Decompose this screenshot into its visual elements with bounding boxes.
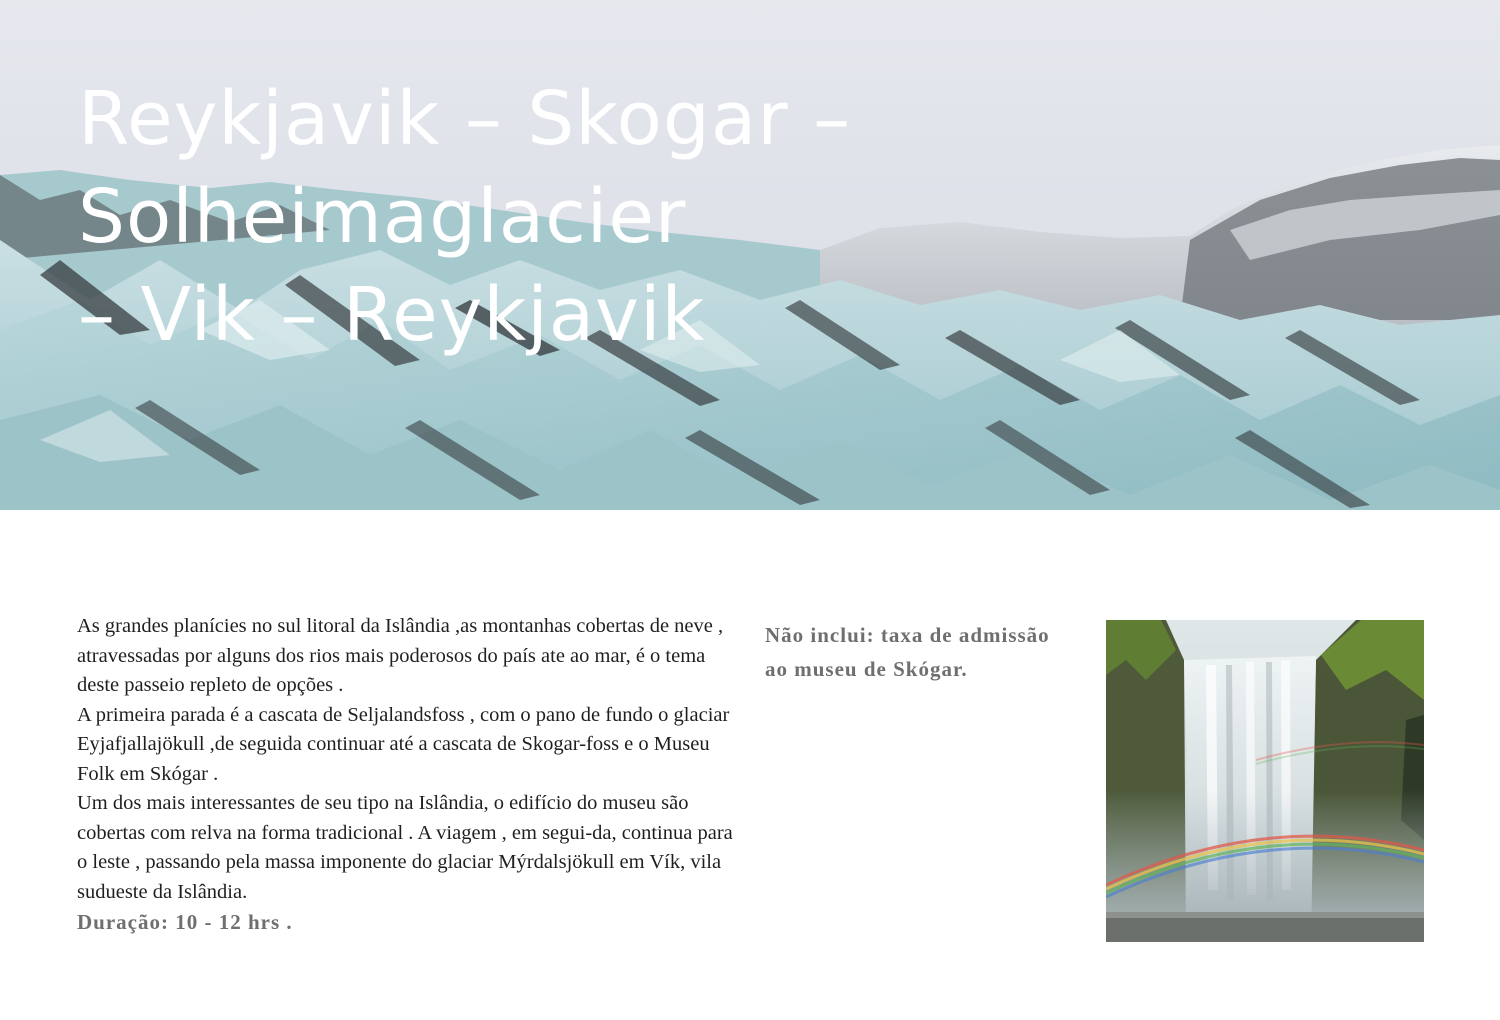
page-title xyxy=(78,70,1458,364)
tour-duration: Duração: 10 - 12 hrs . xyxy=(77,910,293,934)
waterfall-photo xyxy=(1106,620,1424,942)
title-line-2: – Vik – Reykjavik xyxy=(78,272,706,358)
exclusion-note: Não inclui: taxa de admissão ao museu de Skógar. xyxy=(765,623,1050,681)
description-paragraph: As grandes planícies no sul litoral da Islândia ,as montanhas cobertas de neve , atravessadas por alguns dos rios mais poderosos do país ate ao mar, é o tema deste passeio repleto de opções . xyxy=(77,615,724,696)
description-paragraph: Um dos mais interessantes de seu tipo na Islândia, o edifício do museu são cobertas com relva na forma tradicional . A viagem , em segui-da, continua para o leste , passando pela massa imponente do glaciar Mýrdalsjökull em Vík, vila sudueste da Islândia. xyxy=(77,792,733,903)
waterfall-image xyxy=(1106,620,1424,942)
title-line-1: Reykjavik – Skogar – Solheimaglacier xyxy=(78,76,852,260)
description-paragraph: A primeira parada é a cascata de Seljalandsfoss , com o pano de fundo o glaciar Eyjafjallajökull ,de seguida continuar até a cascata de Skogar-foss e o Museu Folk em Skógar . xyxy=(77,703,730,785)
tour-description xyxy=(77,612,737,907)
